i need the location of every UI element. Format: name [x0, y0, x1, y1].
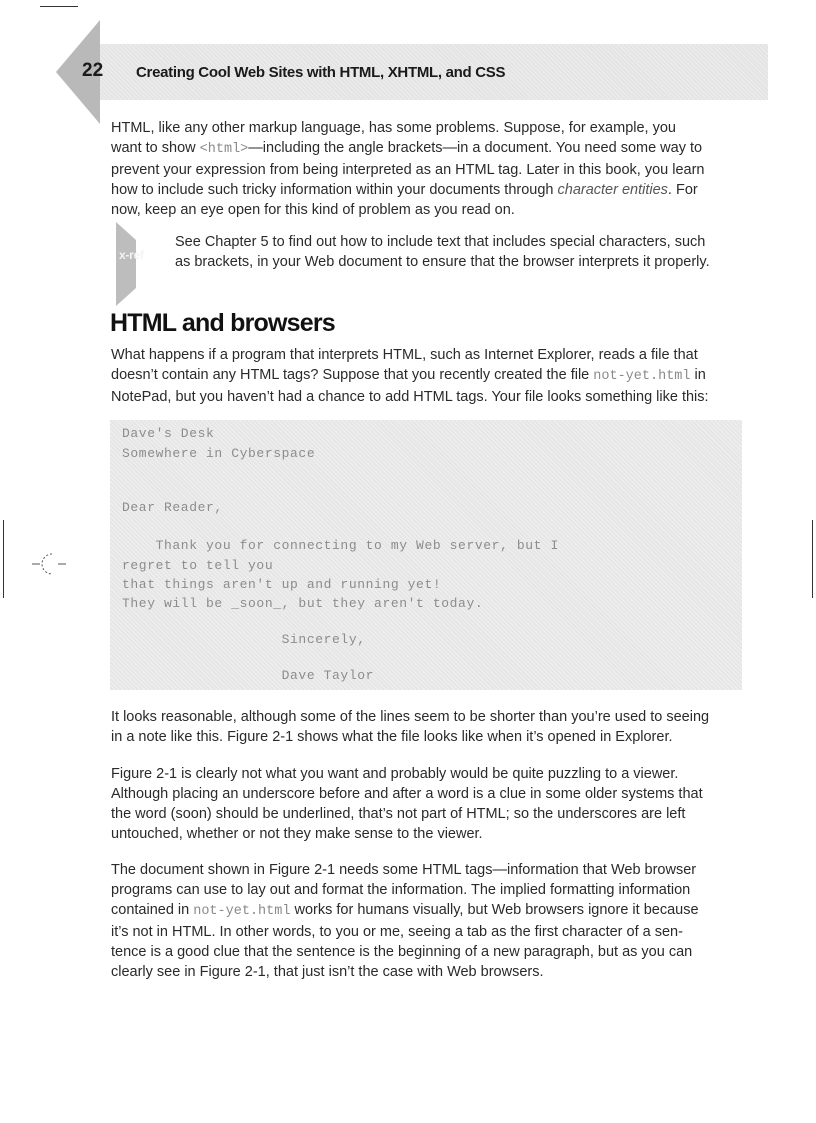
code-line: Thank you for connecting to my Web server, but I: [122, 538, 559, 553]
inline-code-html: <html>: [199, 142, 249, 157]
xref-label: x-ref: [119, 248, 144, 262]
browsers-paragraph: What happens if a program that interprets HTML, such as Internet Explorer, reads a file that doesn’t contain any HTML tags? Suppose that you recently created the file not-yet.html in NotePad, but you haven’t had a chance to add HTML tags. Your file looks something like this:: [111, 347, 709, 405]
after-listing-paragraph: It looks reasonable, although some of the lines seem to be shorter than you’re used to seeing in a note like this. Figure 2-1 shows what the file looks like when it’s opened in Explorer.: [111, 709, 710, 745]
xref-note: See Chapter 5 to find out how to include text that includes special characters, such as brackets, in your Web document to ensure that the browser interprets it properly.: [175, 234, 710, 270]
section-heading: HTML and browsers: [110, 309, 335, 337]
inline-code-filename: not-yet.html: [193, 904, 291, 919]
code-line: Dave's Desk: [122, 426, 215, 441]
crop-mark-right: [812, 520, 813, 598]
xref-arrow-icon: [114, 222, 136, 306]
inline-code-filename: not-yet.html: [593, 369, 691, 384]
code-line: Dear Reader,: [122, 500, 223, 515]
code-listing: [110, 420, 742, 690]
emphasis-character-entities: character entities: [557, 182, 668, 198]
code-line: regret to tell you: [122, 558, 274, 573]
code-line: that things aren't up and running yet!: [122, 577, 442, 592]
code-line: Dave Taylor: [122, 668, 375, 683]
running-title: Creating Cool Web Sites with HTML, XHTML, and CSS: [136, 64, 506, 81]
final-paragraph: The document shown in Figure 2-1 needs some HTML tags—information that Web browser programs can use to lay out and format the information. The implied formatting information contained in not-yet.html works for humans visually, but Web browsers ignore it because it’s not in HTML. In other words, to you or me, seeing a tab as the first character of a sen- tence is a good clue that the sentence is the beginning of a new paragraph, but as you can clearly see in Figure 2-1, that just isn’t the case with Web browsers.: [111, 862, 699, 980]
code-line: They will be _soon_, but they aren't today.: [122, 596, 484, 611]
code-line: Somewhere in Cyberspace: [122, 446, 316, 461]
intro-paragraph: HTML, like any other markup language, has some problems. Suppose, for example, you want to show <html>—including the angle brackets—in a document. You need some way to prevent your expression from being interpreted as an HTML tag. Later in this book, you learn how to include such tricky information within your documents through character entities. For now, keep an eye open for this kind of problem as you read on.: [111, 120, 705, 218]
figure-paragraph: Figure 2-1 is clearly not what you want and probably would be quite puzzling to a viewer. Although placing an underscore before and after a word is a clue in some older systems that the word (soon) should be underlined, that’s not part of HTML; so the underscores are left untouched, whether or not they make sense to the viewer.: [111, 766, 703, 842]
crop-mark-top: [40, 6, 78, 7]
page-number: 22: [82, 60, 104, 81]
registration-mark-icon: [30, 546, 70, 582]
code-line: Sincerely,: [122, 632, 366, 647]
crop-mark-left: [3, 520, 4, 598]
